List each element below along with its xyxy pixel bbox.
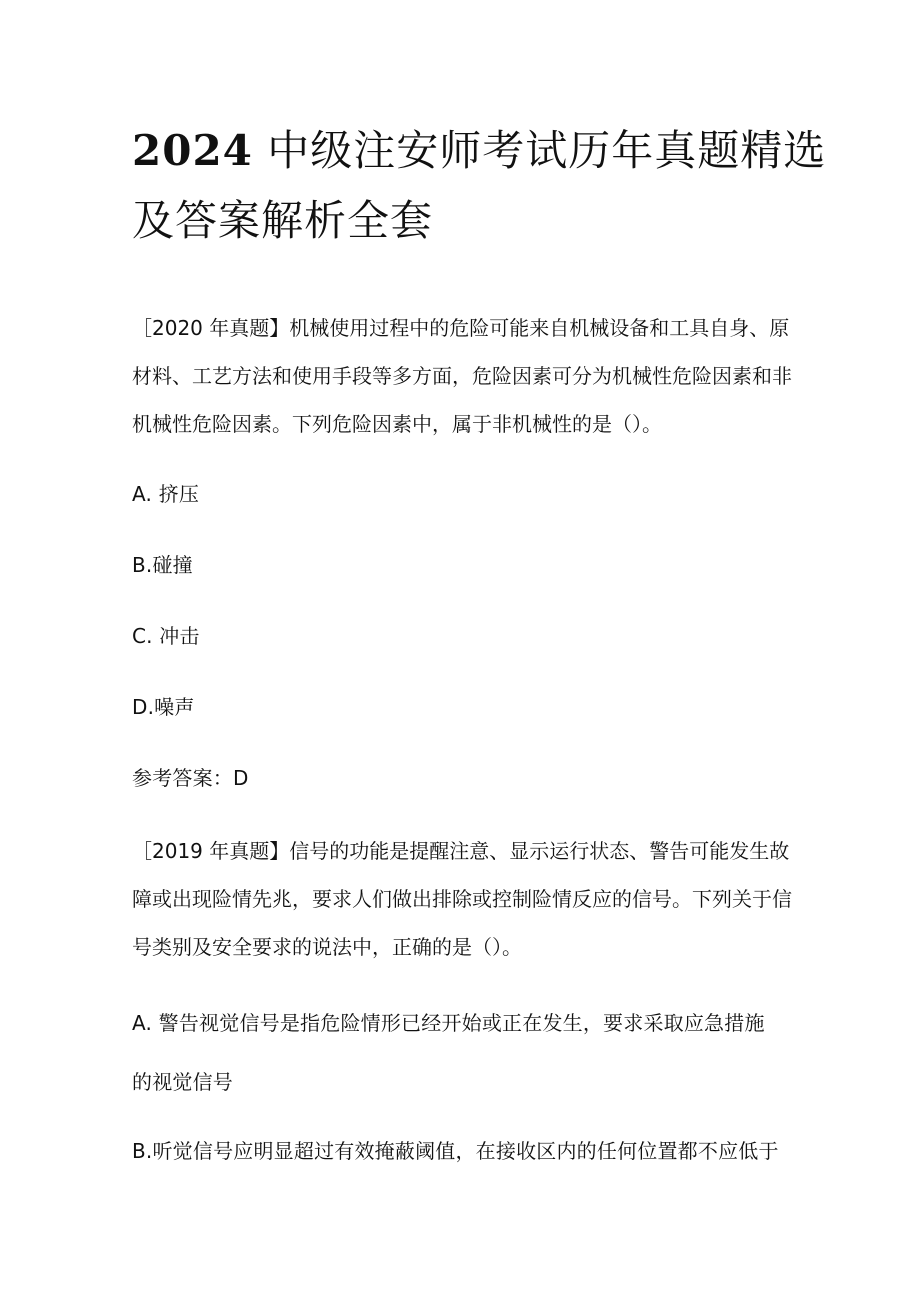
q2-option-b-line-1: B.听觉信号应明显超过有效掩蔽阈值，在接收区内的任何位置都不应低于 <box>132 1139 779 1163</box>
title-line-2: 及答案解析全套 <box>132 196 434 245</box>
q1-option-d: D.噪声 <box>132 695 195 719</box>
q1-answer: 参考答案：D <box>132 766 249 790</box>
q1-option-b: B.碰撞 <box>132 553 193 577</box>
q2-option-a-line-2: 的视觉信号 <box>132 1070 233 1094</box>
q1-text-line-3: 机械性危险因素。下列危险因素中，属于非机械性的是（）。 <box>132 412 662 436</box>
title-line-1 <box>132 116 827 186</box>
q1-text-line-1: ［2020 年真题】机械使用过程中的危险可能来自机械设备和工具自身、原 <box>132 316 790 340</box>
q2-text-line-1: ［2019 年真题】信号的功能是提醒注意、显示运行状态、警告可能发生故 <box>132 839 790 863</box>
q2-option-a-line-1: A. 警告视觉信号是指危险情形已经开始或正在发生，要求采取应急措施 <box>132 1011 765 1035</box>
title-year: 2024 <box>132 126 253 175</box>
q1-option-a: A. 挤压 <box>132 482 200 506</box>
title-line-1-text: 中级注安师考试历年真题精选 <box>252 126 827 175</box>
page-title <box>132 116 827 256</box>
q1-option-c: C. 冲击 <box>132 624 200 648</box>
q2-text-line-2: 障或出现险情先兆，要求人们做出排除或控制险情反应的信号。下列关于信 <box>132 887 792 911</box>
q1-text-line-2: 材料、工艺方法和使用手段等多方面，危险因素可分为机械性危险因素和非 <box>132 364 792 388</box>
q2-text-line-3: 号类别及安全要求的说法中，正确的是（）。 <box>132 935 522 959</box>
